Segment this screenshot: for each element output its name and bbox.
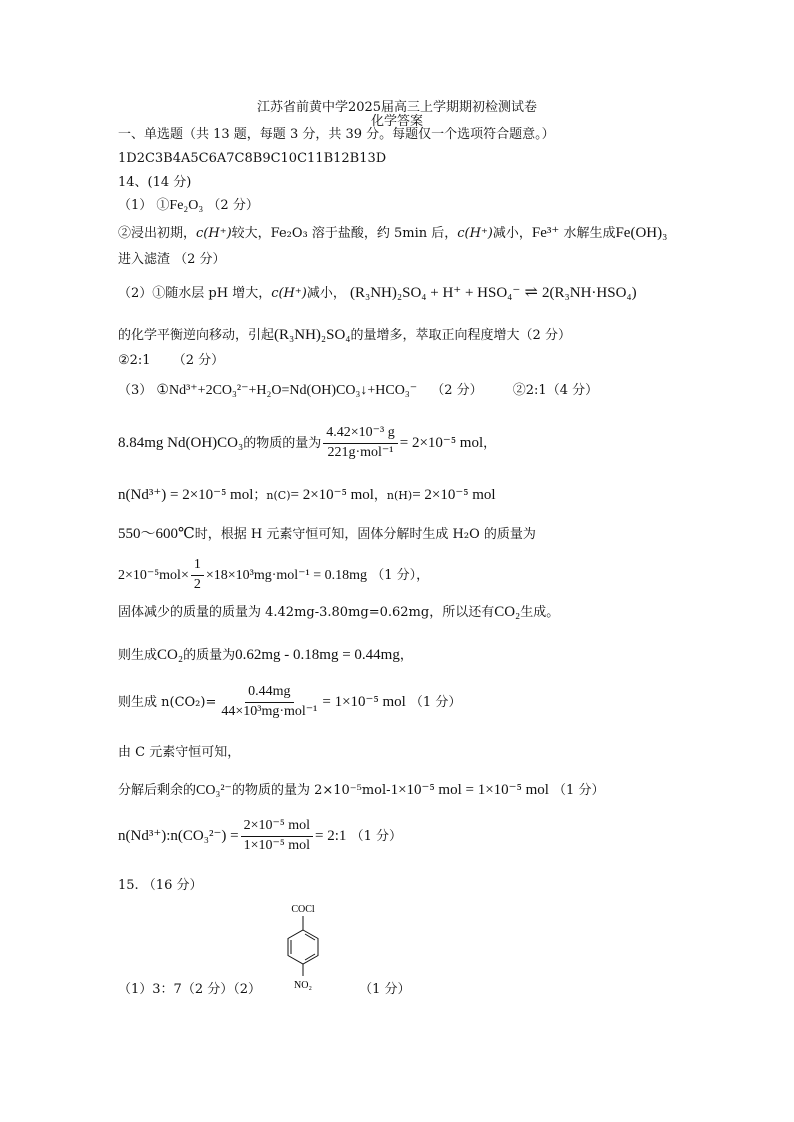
- calc-line-6: [118, 646, 413, 664]
- section1-heading: 一、单选题（共 13 题，每题 3 分，共 39 分。每题仅一个选项符合题意。）: [118, 127, 555, 142]
- calc-line-3: [118, 525, 536, 543]
- text: 的物质的量为: [243, 435, 322, 451]
- text: 时，根据 H 元素守恒可知，固体分解时生成 H₂O 的质量为: [194, 527, 536, 542]
- calc-line-8: 由 C 元素守恒可知，: [118, 745, 241, 760]
- label: n(C): [266, 489, 291, 502]
- benzene-ring: [288, 930, 318, 964]
- species: (R₃NH)₂SO₄: [274, 327, 351, 343]
- page-subtitle: 化学答案: [370, 114, 423, 129]
- double-bond: [305, 954, 315, 960]
- score: （1 分）: [409, 694, 462, 710]
- text: 进入滤渣: [118, 252, 171, 267]
- punct: ，: [483, 435, 497, 451]
- n-c: = 2×10⁻⁵ mol: [290, 487, 374, 503]
- species: CO₃²⁻: [196, 783, 232, 798]
- ratio: n(Nd³⁺):n(CO₃²⁻) =: [118, 827, 239, 844]
- calc-line-1: [118, 425, 496, 462]
- label: （1） ①: [118, 198, 170, 213]
- mol-bottom-label: NO₂: [294, 980, 312, 991]
- calc-line-4: [118, 557, 429, 594]
- answer: ②2:1（4 分）: [512, 383, 599, 398]
- fraction: [323, 425, 397, 462]
- result: = 2×10⁻⁵ mol: [399, 434, 484, 451]
- denominator: 221g·mol⁻¹: [327, 444, 394, 460]
- denominator: 1×10⁻⁵ mol: [243, 837, 311, 853]
- text: 则生成: [118, 648, 158, 663]
- calc-line-7: [118, 684, 461, 721]
- temperature: 550～600℃: [118, 526, 195, 542]
- calc-line-5: [118, 603, 559, 621]
- label: n(H): [386, 489, 413, 502]
- ion: Fe³⁺: [531, 225, 560, 241]
- eq-arrow: ⇌: [524, 284, 538, 301]
- denominator: 2: [193, 576, 201, 592]
- page-title: 江苏省前黄中学2025届高三上学期期初检测试卷: [256, 100, 538, 115]
- q14-part2-cont: [118, 326, 571, 344]
- text: （1）3：7（2 分）（2）: [118, 982, 261, 997]
- text: 减小，: [306, 286, 346, 301]
- punct: ；: [253, 488, 267, 503]
- section1-answers: 1D2C3B4A5C6A7C8B9C10C11B12B13D: [118, 151, 387, 166]
- n-h: = 2×10⁻⁵ mol: [412, 487, 496, 503]
- q15-line1: [118, 982, 411, 998]
- expr: 0.62mg - 0.18mg = 0.44mg: [235, 647, 400, 663]
- text: 的质量为: [183, 648, 236, 663]
- text: 分解后剩余的: [118, 783, 197, 798]
- q14-part1: [118, 198, 259, 215]
- label: （3）: [118, 383, 153, 398]
- numerator: 0.44mg: [245, 684, 293, 703]
- text: 的物质的量为 2×10⁻⁵mol-: [231, 783, 391, 798]
- score: （1 分）: [359, 982, 411, 997]
- text: 减小，: [492, 226, 532, 241]
- result: = 2:1: [315, 827, 347, 844]
- score: （2 分）: [207, 198, 259, 213]
- result: = 1×10⁻⁵ mol: [322, 693, 406, 710]
- denominator: 44×10³mg·mol⁻¹: [221, 703, 318, 719]
- fraction: [241, 818, 313, 855]
- equation: ①Nd³⁺+2CO₃²⁻+H₂O=Nd(OH)CO₃↓+HCO₃⁻: [156, 383, 418, 398]
- text: 则生成 n(CO₂)=: [118, 694, 217, 710]
- numerator: 1: [191, 557, 204, 576]
- score: （2 分）: [172, 353, 225, 368]
- q14-part3: [118, 383, 598, 400]
- calc-line-2: [118, 486, 496, 504]
- benzene-structure: [268, 902, 338, 992]
- species: CO₂: [157, 647, 184, 663]
- score: （1 分），: [371, 567, 430, 583]
- punct: ，: [373, 488, 387, 503]
- text: 水解生成: [559, 226, 616, 241]
- text: ②浸出初期，: [118, 226, 197, 241]
- punct: ，: [399, 648, 413, 663]
- score: （1 分）: [350, 828, 402, 844]
- mol-top-label: COCl: [291, 904, 315, 915]
- text: 固体减少的质量的质量为 4.42mg-3.80mg=0.62mg，所以还有: [118, 605, 495, 620]
- calc-line-10: [118, 818, 402, 855]
- q14-part2b: [118, 353, 224, 369]
- score: （2 分）: [174, 252, 226, 267]
- expr: 2×10⁻⁵mol×: [118, 567, 189, 583]
- conc: c(H⁺): [196, 226, 232, 241]
- double-bond: [305, 934, 315, 940]
- score: （2 分）: [431, 383, 483, 398]
- text: 的量增多，萃取正向程度增大（2 分）: [350, 328, 571, 343]
- conc: c(H⁺): [271, 286, 307, 301]
- numerator: 4.42×10⁻³ g: [323, 425, 397, 444]
- answer: Fe₂O₃: [169, 198, 204, 213]
- mass: 8.84mg Nd(OH)CO₃: [118, 434, 244, 451]
- n-nd: n(Nd³⁺) = 2×10⁻⁵ mol: [118, 487, 254, 503]
- text: （2）①随水层 pH 增大，: [118, 286, 272, 301]
- q14-heading: 14、(14 分): [118, 175, 192, 190]
- text: 的化学平衡逆向移动，引起: [118, 328, 275, 343]
- expr: 1×10⁻⁵ mol = 1×10⁻⁵ mol: [390, 782, 549, 798]
- text: 较大，Fe₂O₃ 溶于盐酸，约 5min 后，: [231, 226, 458, 241]
- q15-heading: 15. （16 分）: [118, 878, 203, 893]
- product: Fe(OH)₃: [615, 225, 668, 241]
- species: CO₂: [494, 604, 521, 620]
- eq-right: 2(R₃NH·HSO₄): [542, 285, 637, 301]
- q14-part1b: [118, 224, 667, 242]
- fraction: [191, 557, 204, 594]
- expr: ×18×10³mg·mol⁻¹ = 0.18mg: [205, 567, 368, 583]
- q14-part1b-cont: [118, 252, 226, 268]
- calc-line-9: [118, 781, 604, 800]
- score: （1 分）: [553, 783, 605, 798]
- conc: c(H⁺): [457, 226, 493, 241]
- text: 生成。: [520, 605, 560, 620]
- fraction: [218, 684, 320, 721]
- q14-part2: [118, 283, 637, 302]
- numerator: 2×10⁻⁵ mol: [241, 818, 313, 837]
- answer: ②2:1: [118, 353, 151, 368]
- eq-left: (R₃NH)₂SO₄ + H⁺ + HSO₄⁻: [349, 285, 521, 301]
